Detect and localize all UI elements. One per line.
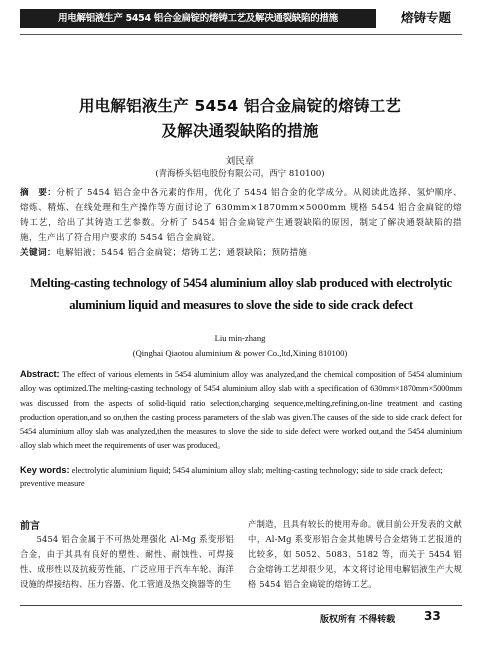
copyright-notice: 版权所有 不得转载 [320,615,396,625]
page-number: 33 [424,609,441,623]
header-rule [20,34,462,35]
section-heading: 前言 [20,521,40,532]
author-cn: 刘民章 [225,156,255,167]
keywords-en-label: Key words: [20,465,70,475]
column-name: 熔铸专题 [400,10,451,25]
abstract-cn [20,186,462,246]
article-title-cn-line2: 及解决通裂缺陷的措施 [161,122,319,140]
article-title-en-line1: Melting-casting technology of 5454 aluminium alloy slab produced with electrolytic [30,276,452,290]
article-title-cn-line1: 用电解铝液生产 5454 铝合金扁锭的熔铸工艺 [78,97,402,115]
running-header [0,0,480,36]
abstract-en-text: The effect of various elements in 5454 aluminium alloy was analyzed,and the chemical composition of 5454 aluminium alloy was optimized.The melting-casting technology of 5454 aluminium alloy slab with a specification of 630mm×1870mm×5000mm was discussed from the aspects of solid-liquid ratio selection,charging sequence,melting,refining,on-line treatment and casting production operation,and so on,then the casting process parameters of the slab was given.The causes of the side to side crack defect for 5454 aluminium alloy slab was analyzed,then the measures to slove the side to side defect were worked out,and the 5454 aluminium alloy slab which meet the requirements of user was produced。 [20,370,463,451]
keywords-cn-text: 电解铝液；5454 铝合金扁锭；熔铸工艺；通裂缺陷；预防措施 [55,248,308,258]
author-en: Liu min-zhang [214,333,266,343]
abstract-cn-text: 分析了 5454 铝合金中各元素的作用，优化了 5454 铝合金的化学成分。从阅读此选择、氢炉顺序、熔炼、精炼、在线处理和生产操作等方面讨论了 630mm×1870mm×5000mm 规格 5454 铝合金扁锭的熔铸工艺，给出了其铸造工艺参数。分析了 5454 铝合金扁锭产生通裂缺陷的原因，制定了解决通裂缺陷的措施，生产出了符合用户要求的 5454 铝合金扁锭。 [20,188,462,243]
keywords-cn-label: 关键词： [20,248,56,258]
body-text-right-column: 产制造，且具有较长的使用寿命。就目前公开发表的文献中，Al-Mg 系变形铝合金其他牌号合金熔铸工艺报道的比较多，如 5052、5083、5182 等，而关于 5454 铝合金熔铸工艺却很少见，本文将讨论用电解铝液生产大规格 5454 铝合金扁锭的熔铸工艺。 [248,519,462,589]
keywords-en [20,464,462,490]
keywords-cn [20,246,462,260]
abstract-en-label: Abstract: [20,369,60,379]
affiliation-en: (Qinghai Qiaotou aluminium & power Co.,ltd,Xining 810100) [132,348,348,358]
running-title: 用电解铝液生产 5454 铝合金扁锭的熔铸工艺及解决通裂缺陷的措施 [58,13,338,24]
body-text-left-column: 5454 铝合金属于不可热处理强化 Al-Mg 系变形铝合金，由于其具有良好的塑性、耐性、耐蚀性、可焊接性、成形性以及抗疲劳性能，广泛应用于汽车车轮、海洋设施的焊接结构、压力容器、化工管道及热交换器等的生 [20,534,234,589]
keywords-en-text: electrolytic aluminium liquid; 5454 aluminium alloy slab; melting-casting technology; side to side crack defect; preventive measure [20,466,443,488]
article-title-en-line2: aluminium liquid and measures to slove the side to side crack defect [69,298,413,312]
abstract-en [20,367,462,454]
abstract-cn-label: 摘 要： [20,188,57,198]
affiliation-cn: (青海桥头铝电股份有限公司，西宁 810100) [155,169,325,179]
footer-rule [20,605,462,606]
